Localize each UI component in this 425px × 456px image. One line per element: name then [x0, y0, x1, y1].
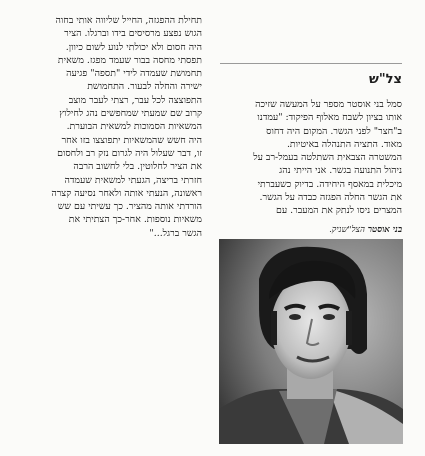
text-line: חזרתי בריצה, הגעתי למשאית שעמדה — [64, 174, 202, 186]
text-line: את הציר לחלוטין. בלי לחשוב הרבה — [73, 161, 202, 173]
text-line: ראשונה, הנעתי אותה ולאחר נסיעה קצרה — [51, 187, 202, 199]
text-line: קרוב שם שמעתי שמחפשים נהג לחילוץ — [59, 108, 202, 120]
article-column-left — [22, 14, 202, 240]
text-line: אותו בציון לשבח מאלוף הפיקוד: "עמדנו — [257, 112, 402, 124]
text-line: תפסתי מחסה בבור שעמד מפגז. משאית — [57, 54, 202, 66]
text-line: מיכלית במאסף היחידה. בדיוק כשעברתי — [257, 178, 402, 190]
text-line: תחילת ההפגזה, החייל שליווה אותי בחוה — [55, 15, 202, 26]
sidebar-heading: צל"ש — [369, 72, 402, 87]
sidebar-divider — [220, 63, 402, 64]
text-line: המשאיות הסמוכות למשאית הבוערת. — [66, 121, 202, 133]
text-line: הורדתי אותה מהציר. כך עשיתי עם שש — [57, 201, 202, 213]
text-line: משאיות נוספות. אחר-כך הצתיתי את — [68, 214, 202, 226]
caption-description: הצל"שניק. — [329, 225, 368, 235]
text-line: ב"חצר" לפני הגשר. המקום היה דחוס — [266, 125, 402, 137]
text-line: זו, דבר שעלול היה לגרום נזק רב ולחסום — [57, 147, 202, 159]
text-line: סמל בני אוסטר מספר על המעשה שזיכה — [255, 99, 402, 110]
text-line: היה חשש שהמשאיות יתפוצצו בזו אחר — [61, 134, 202, 146]
portrait-photo-icon — [219, 239, 403, 444]
text-line: מאוד. התציה התנהלה באיטיות. — [286, 138, 402, 150]
text-line: המשטרה הצבאית השתלטה בעמל-רב על — [253, 152, 402, 164]
text-line: התפוצצה לכל עבר, רצתי לעבר מוצב — [68, 94, 202, 106]
article-column-right — [220, 98, 402, 218]
caption-name: בני אוסטר — [367, 225, 402, 235]
photo-caption — [220, 224, 402, 235]
text-line: המצרים ניסו לנתק את המעבר. עם — [276, 205, 402, 217]
text-line: הגשר ברגל..." — [149, 227, 202, 239]
text-line: תחמושת שעמדה לידי "תספה" פגיעה — [66, 68, 202, 80]
text-line: הגוש נפצע מרסיסים בידו וברגלו. הציר — [64, 28, 202, 40]
text-line: היה חסום ולא יכולתי לנוע לשום כיוון. — [65, 41, 202, 53]
portrait-photo — [219, 239, 403, 444]
text-line: את הגשר החלה הפגזה כבדה על הגשר. — [259, 192, 402, 204]
text-line: ישירה והחלה לבעור. התחמושת — [87, 81, 202, 93]
text-line: ניהול התנועה בגשר. אני הייתי נהג — [279, 165, 402, 177]
